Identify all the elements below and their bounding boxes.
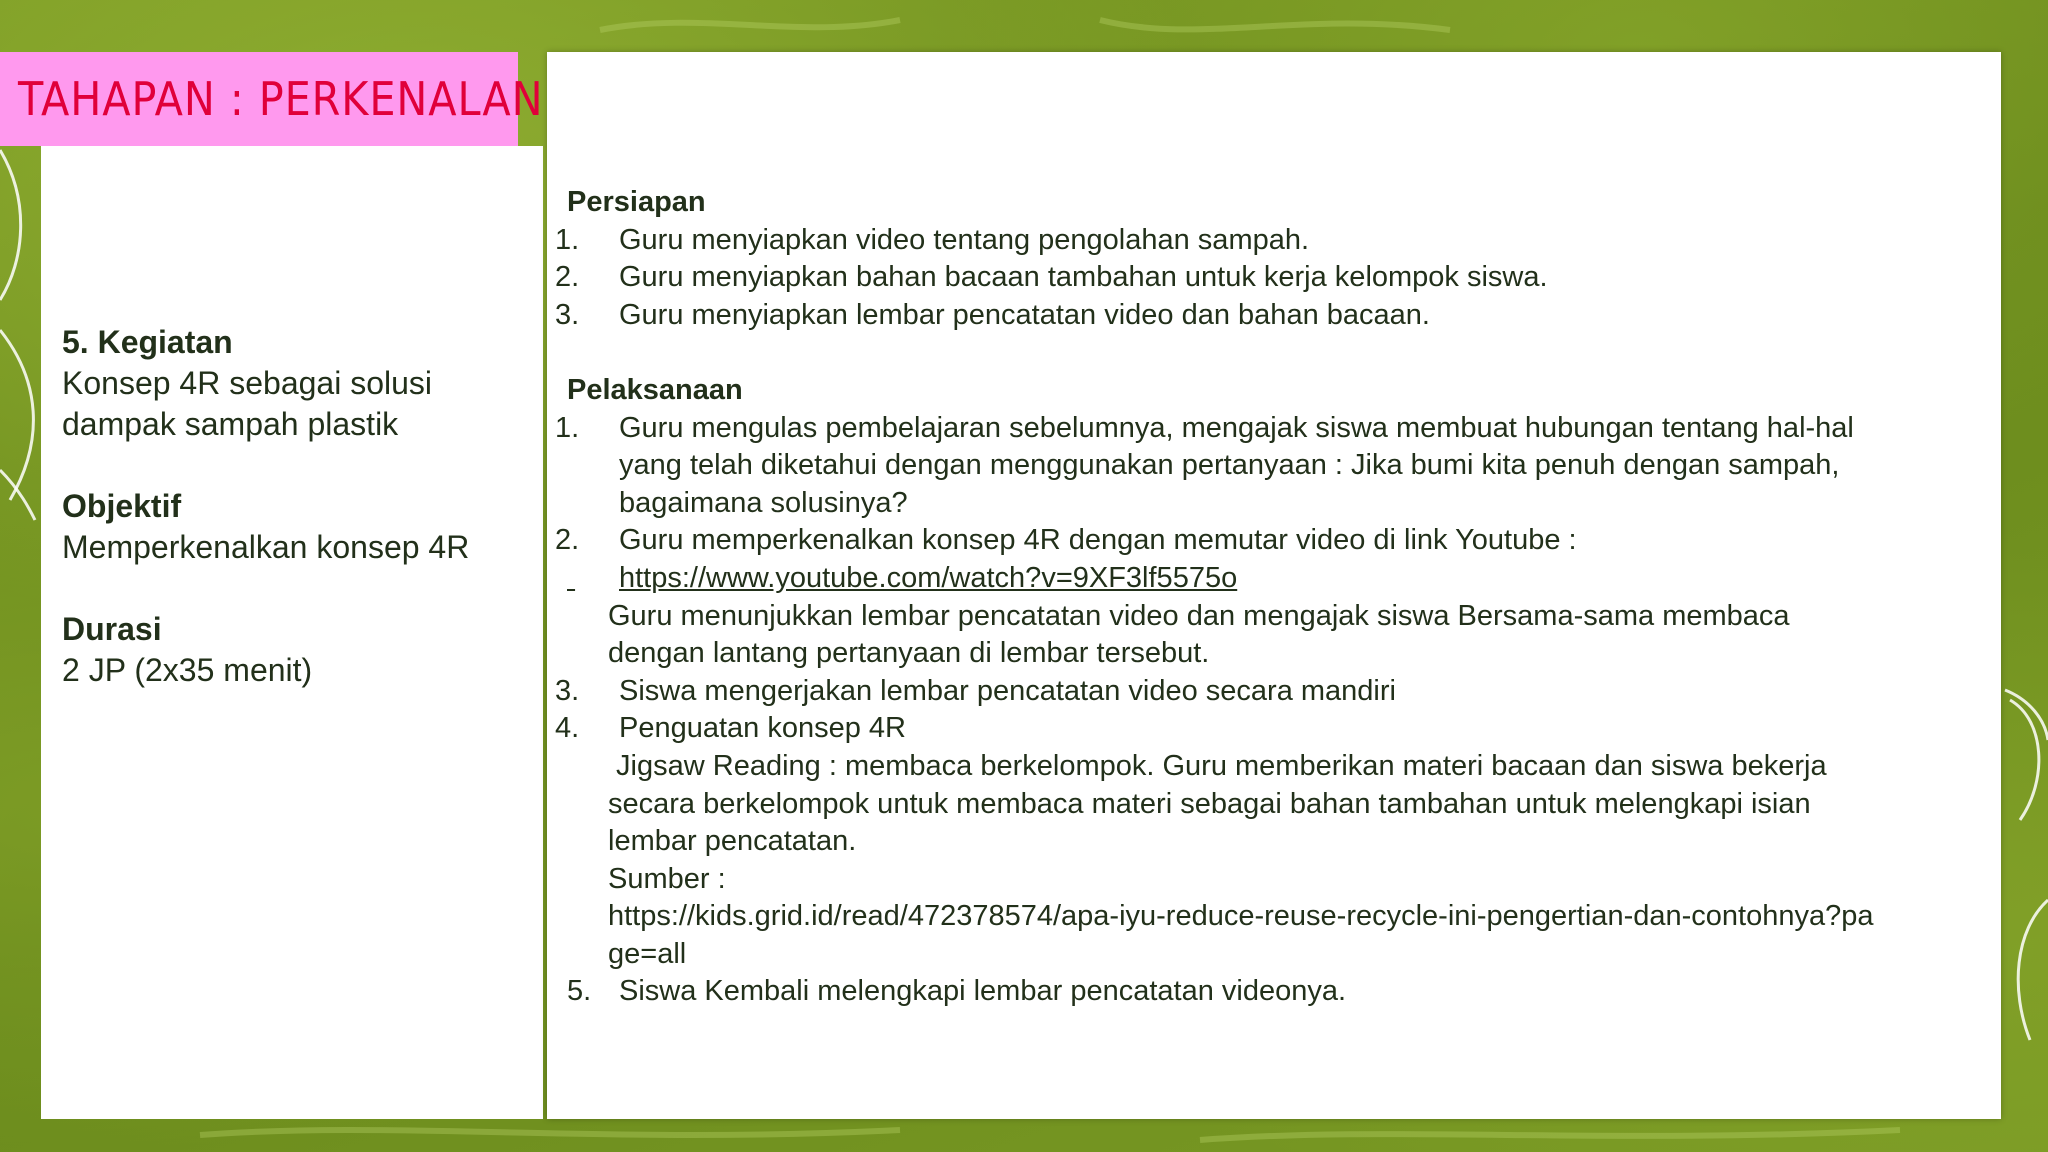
source-link[interactable]: https://kids.grid.id/read/472378574/apa-iyu-reduce-reuse-recycle-ini-pengertian-dan-contohnya?pa <box>608 900 1874 933</box>
source-link-continued[interactable]: ge=all <box>608 937 687 970</box>
durasi-text: 2 JP (2x35 menit) <box>62 652 313 688</box>
youtube-link[interactable]: https://www.youtube.com/watch?v=9XF3lf5575o <box>619 561 1238 594</box>
slide-title: TAHAPAN : PERKENALAN <box>18 72 544 126</box>
list-text: yang telah diketahui dengan menggunakan pertanyaan : Jika bumi kita penuh dengan sampah, <box>619 449 1840 482</box>
list-number: 2. <box>555 524 580 557</box>
list-number: 4. <box>555 712 580 745</box>
list-text: Jigsaw Reading : membaca berkelompok. Guru memberikan materi bacaan dan siswa bekerja <box>608 749 1827 782</box>
kegiatan-line-2: dampak sampah plastik <box>62 406 399 442</box>
pelaksanaan-item-4 <box>555 710 1975 748</box>
list-text: Siswa Kembali melengkapi lembar pencatatan videonya. <box>619 975 1347 1008</box>
source-label: Sumber : <box>608 862 726 895</box>
list-number: 2. <box>555 261 580 294</box>
pelaksanaan-item-3 <box>555 673 1975 711</box>
activity-summary <box>62 322 532 691</box>
list-text: secara berkelompok untuk membaca materi sebagai bahan tambahan untuk melengkapi isian <box>608 787 1811 820</box>
list-text: Guru memperkenalkan konsep 4R dengan memutar video di link Youtube : <box>619 524 1577 557</box>
persiapan-item <box>555 222 1975 260</box>
list-text: Penguatan konsep 4R <box>619 712 906 745</box>
pelaksanaan-heading: Pelaksanaan <box>567 373 743 406</box>
list-number: 1. <box>555 223 580 256</box>
list-text: Guru menunjukkan lembar pencatatan video dan mengajak siswa Bersama-sama membaca <box>608 599 1790 632</box>
list-text: Guru menyiapkan video tentang pengolahan sampah. <box>619 223 1310 256</box>
pelaksanaan-item-1 <box>555 410 1975 448</box>
kegiatan-line-1: Konsep 4R sebagai solusi <box>62 365 433 401</box>
persiapan-item <box>555 259 1975 297</box>
objektif-heading: Objektif <box>62 488 182 524</box>
persiapan-item <box>555 297 1975 335</box>
list-number: 3. <box>555 674 580 707</box>
list-text: bagaimana solusinya? <box>619 486 908 519</box>
persiapan-heading: Persiapan <box>567 186 706 218</box>
list-text: Guru menyiapkan lembar pencatatan video dan bahan bacaan. <box>619 298 1430 331</box>
youtube-link-lead <box>567 560 619 598</box>
objektif-text: Memperkenalkan konsep 4R <box>62 529 470 565</box>
kegiatan-heading: 5. Kegiatan <box>62 324 233 360</box>
durasi-heading: Durasi <box>62 611 162 647</box>
list-text: Guru menyiapkan bahan bacaan tambahan untuk kerja kelompok siswa. <box>619 261 1548 294</box>
list-text: Guru mengulas pembelajaran sebelumnya, mengajak siswa membuat hubungan tentang hal-hal <box>619 411 1854 444</box>
list-text: Siswa mengerjakan lembar pencatatan video secara mandiri <box>619 674 1396 707</box>
list-number: 1. <box>555 411 580 444</box>
activity-steps <box>555 184 1975 1011</box>
list-text: lembar pencatatan. <box>608 825 857 858</box>
list-text: dengan lantang pertanyaan di lembar tersebut. <box>608 637 1210 670</box>
list-number: 5. <box>567 975 592 1008</box>
list-number: 3. <box>555 298 580 331</box>
pelaksanaan-item-2 <box>555 522 1975 560</box>
pelaksanaan-item-5 <box>555 973 1975 1011</box>
